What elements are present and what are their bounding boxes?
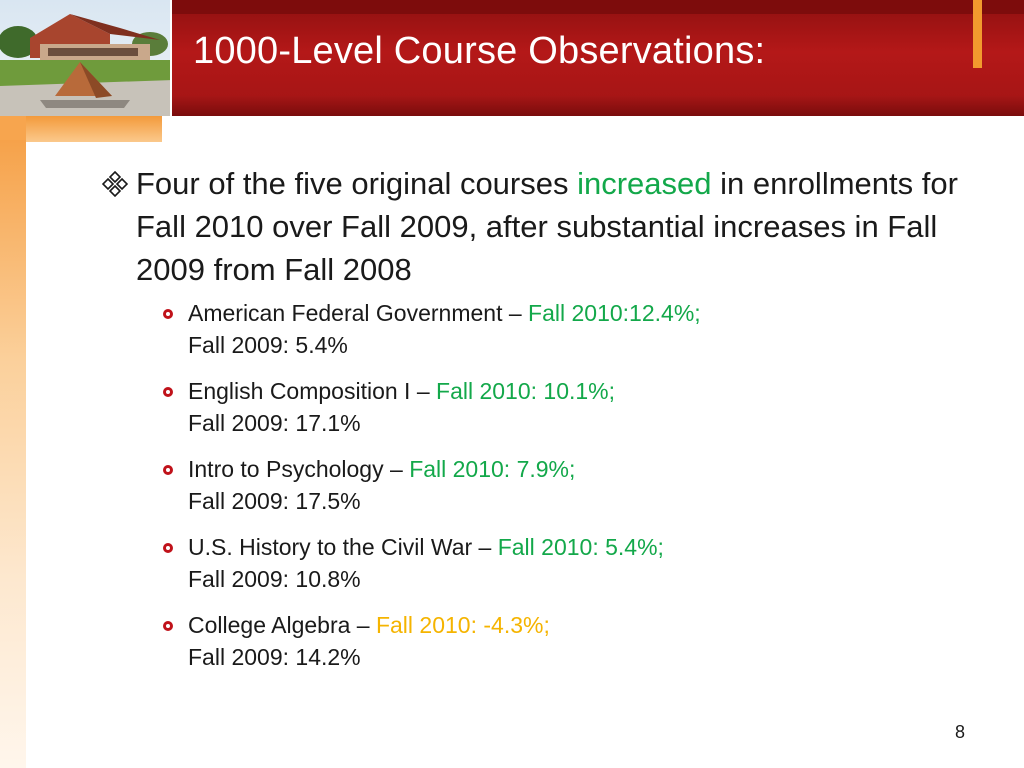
ring-icon xyxy=(163,543,173,553)
slide-content xyxy=(100,162,980,687)
main-bullet xyxy=(100,162,980,291)
right-accent-bar xyxy=(973,0,982,68)
course-name: American Federal Government – xyxy=(188,300,529,326)
course-item xyxy=(162,453,980,517)
course-name: U.S. History to the Civil War – xyxy=(188,534,498,560)
course-item xyxy=(162,297,980,361)
course-name: English Composition I – xyxy=(188,378,437,404)
course-fall-2010: Fall 2010: -4.3%; xyxy=(375,612,550,638)
course-item xyxy=(162,375,980,439)
main-bullet-highlight: increased xyxy=(577,166,712,201)
ring-icon xyxy=(163,309,173,319)
left-accent-gradient xyxy=(26,116,162,142)
course-fall-2009: Fall 2009: 10.8% xyxy=(188,566,361,592)
ring-icon xyxy=(163,387,173,397)
header-bottom-stripe xyxy=(162,96,1024,116)
course-item xyxy=(162,531,980,595)
left-accent-strip xyxy=(0,140,26,768)
course-fall-2009: Fall 2009: 17.1% xyxy=(188,410,361,436)
diamond-cluster-icon xyxy=(102,171,128,197)
course-fall-2009: Fall 2009: 17.5% xyxy=(188,488,361,514)
ring-icon xyxy=(163,621,173,631)
main-bullet-text-after: in enrollments for Fall 2010 over Fall 2009, after substantial increases in Fall 2009 from Fall 2008 xyxy=(136,166,958,287)
course-name: Intro to Psychology – xyxy=(188,456,410,482)
course-fall-2009: Fall 2009: 5.4% xyxy=(188,332,348,358)
page-number: 8 xyxy=(955,722,966,742)
main-bullet-text-before: Four of the five original courses xyxy=(136,166,578,201)
ring-icon xyxy=(163,465,173,475)
course-fall-2010: Fall 2010:12.4%; xyxy=(528,300,701,326)
course-fall-2010: Fall 2010: 10.1%; xyxy=(436,378,616,404)
course-name: College Algebra – xyxy=(188,612,376,638)
campus-photo xyxy=(0,0,172,116)
slide-title: 1000-Level Course Observations: xyxy=(193,30,766,72)
course-fall-2010: Fall 2010: 5.4%; xyxy=(497,534,664,560)
course-list xyxy=(100,297,980,673)
course-item xyxy=(162,609,980,673)
course-fall-2009: Fall 2009: 14.2% xyxy=(188,644,361,670)
course-fall-2010: Fall 2010: 7.9%; xyxy=(409,456,576,482)
